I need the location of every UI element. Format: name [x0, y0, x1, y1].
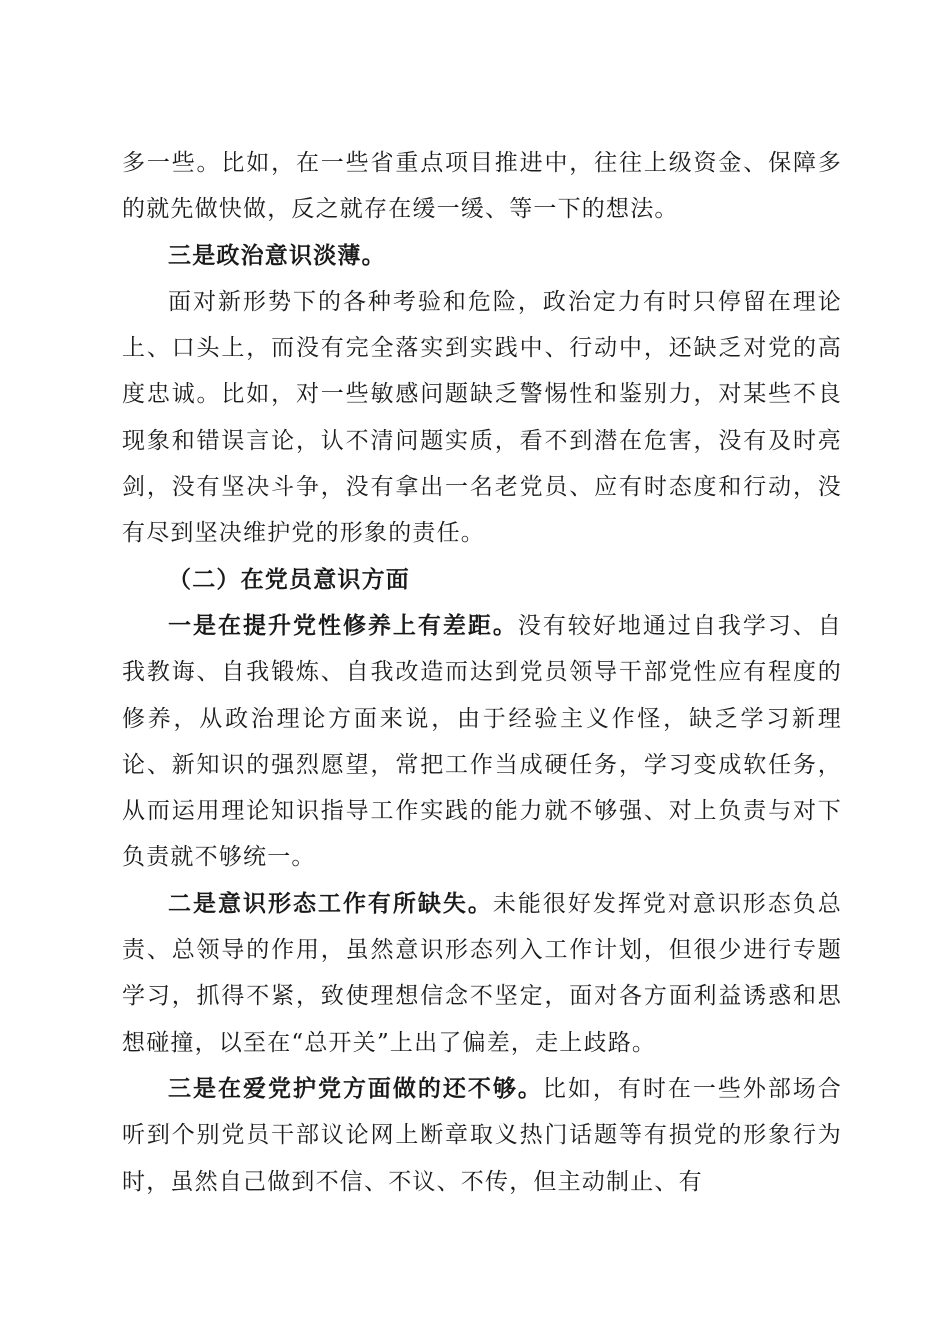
paragraph-lead: 二是意识形态工作有所缺失。 — [168, 889, 493, 917]
paragraph-party-cultivation — [122, 603, 842, 881]
subheading-text: 三是政治意识淡薄。 — [168, 241, 386, 269]
section-heading-party-member-awareness — [122, 557, 842, 603]
subheading-political-awareness — [122, 233, 842, 279]
paragraph-text: 没有较好地通过自我学习、自我教诲、自我锻炼、自我改造而达到党员领导干部党性应有程度的修养，从政治理论方面来说，由于经验主义作怪，缺乏学习新理论、新知识的强烈愿望，常把工作当成硬任务，学习变成软任务，从而运用理论知识指导工作实践的能力就不够强、对上负责与对下负责就不够统一。 — [122, 612, 842, 871]
paragraph-text: 未能很好发挥党对意识形态负总责、总领导的作用，虽然意识形态列入工作计划，但很少进行专题学习，抓得不紧，致使理想信念不坚定，面对各方面利益诱惑和思想碰撞，以至在“总开关”上出了偏差，走上歧路。 — [122, 890, 842, 1056]
paragraph-text: 面对新形势下的各种考验和危险，政治定力有时只停留在理论上、口头上，而没有完全落实到实践中、行动中，还缺乏对党的高度忠诚。比如，对一些敏感问题缺乏警惕性和鉴别力，对某些不良现象和错误言论，认不清问题实质，看不到潜在危害，没有及时亮剑，没有坚决斗争，没有拿出一名老党员、应有时态度和行动，没有尽到坚决维护党的形象的责任。 — [122, 288, 842, 547]
paragraph-love-protect-party — [122, 1066, 842, 1205]
paragraph-lead: 三是在爱党护党方面做的还不够。 — [168, 1074, 543, 1102]
paragraph-lead: 一是在提升党性修养上有差距。 — [168, 611, 518, 639]
document-body — [122, 140, 842, 1205]
paragraph-text: 比如，有时在一些外部场合听到个别党员干部议论网上断章取义热门话题等有损党的形象行为时，虽然自己做到不信、不议、不传，但主动制止、有 — [122, 1075, 843, 1195]
section-heading-text: （二）在党员意识方面 — [168, 565, 410, 593]
paragraph-political-awareness — [122, 279, 842, 557]
paragraph-ideology-work — [122, 881, 842, 1066]
paragraph-text: 多一些。比如，在一些省重点项目推进中，往往上级资金、保障多的就先做快做，反之就存在缓一缓、等一下的想法。 — [122, 150, 842, 223]
paragraph-continuation — [122, 140, 842, 233]
